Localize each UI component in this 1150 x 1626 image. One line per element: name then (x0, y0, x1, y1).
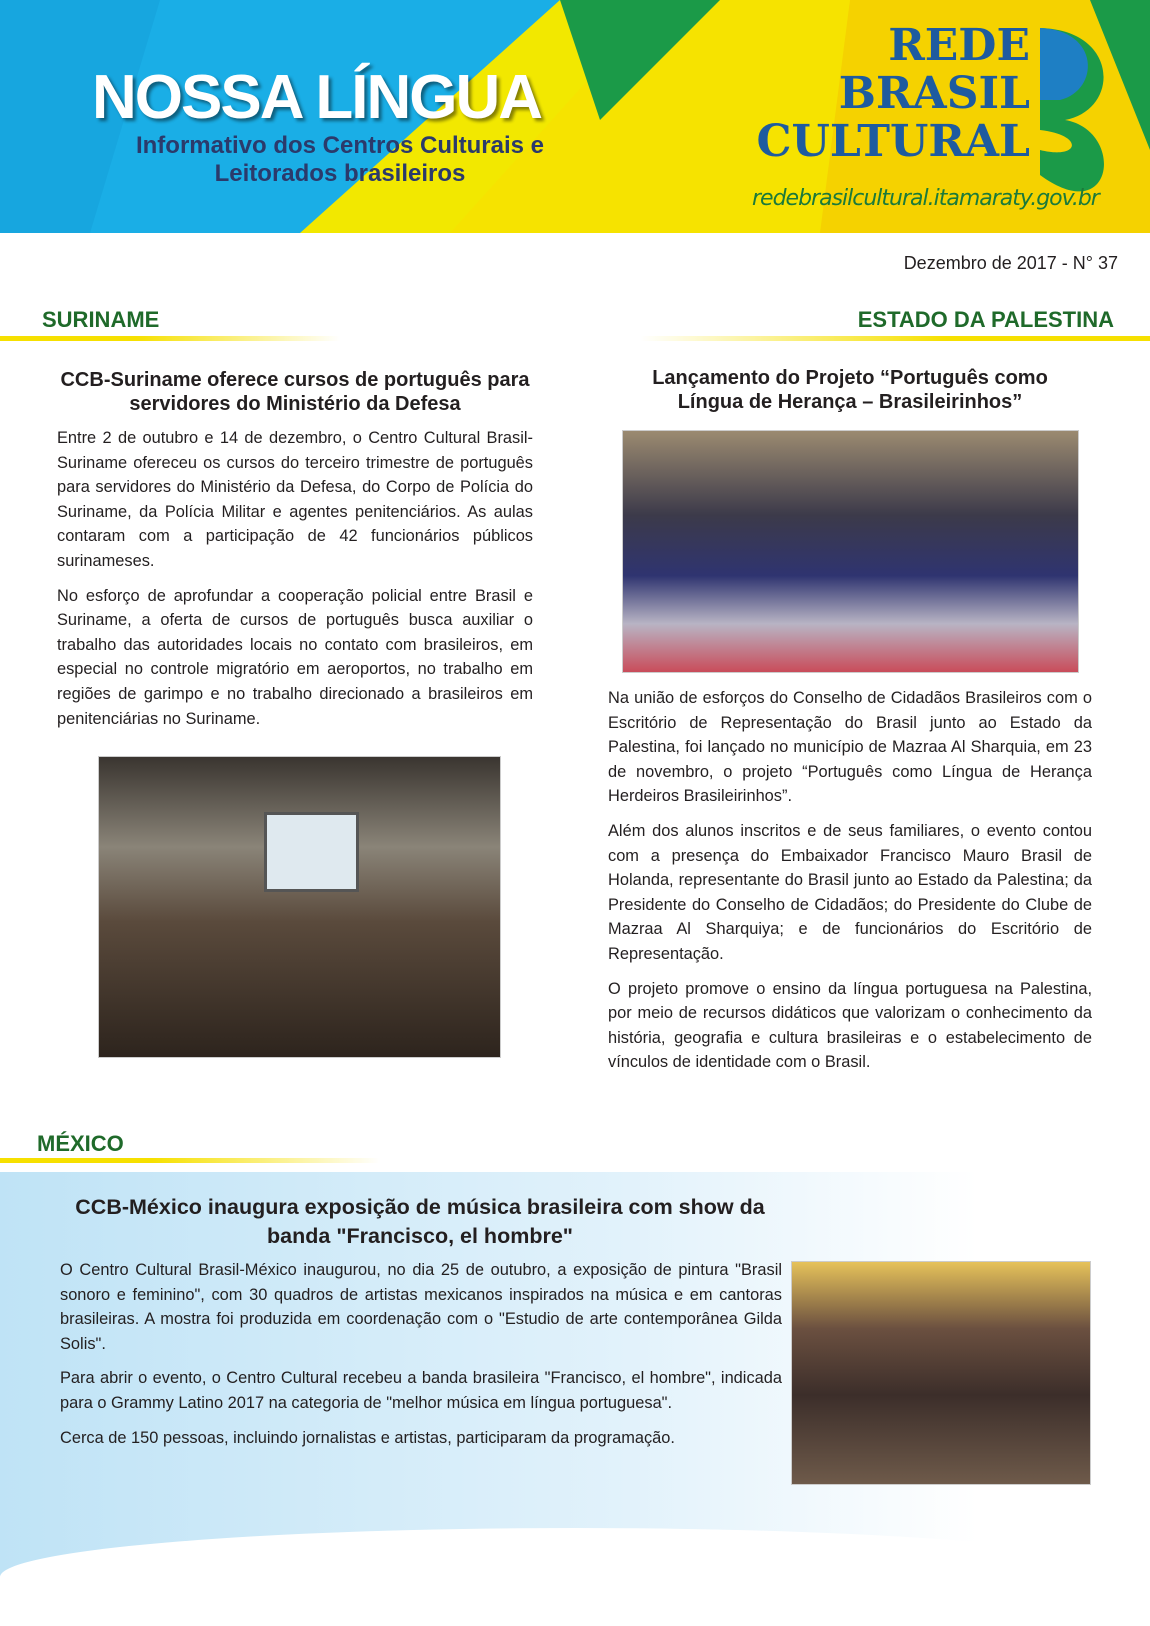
section-title-mexico: MÉXICO (37, 1131, 124, 1156)
article-palestina (608, 686, 1092, 1075)
newsletter-title: NOSSA LÍNGUA (92, 63, 542, 132)
headline-palestina: Lançamento do Projeto “Português como Língua de Herança – Brasileirinhos” (652, 367, 1048, 413)
edition-info: Dezembro de 2017 - N° 37 (903, 253, 1118, 273)
article-mexico (60, 1258, 782, 1450)
section-divider (0, 336, 340, 341)
headline-suriname: CCB-Suriname oferece cursos de português para servidores do Ministério da Defesa (60, 369, 530, 415)
paragraph: O Centro Cultural Brasil-México inaugurou, no dia 25 de outubro, a exposição de pintura "Brasil sonoro e feminino", com 30 quadros de artistas mexicanos inspirados na música e em cantoras brasileiras. A mostra foi produzida em coordenação com o "Estudio de arte contemporânea Gilda Solis". (60, 1261, 782, 1353)
logo-line: CULTURAL (756, 116, 1030, 167)
logo-line: BRASIL (838, 68, 1030, 119)
paragraph: No esforço de aprofundar a cooperação policial entre Brasil e Suriname, a oferta de cursos de português busca auxiliar o trabalho das autoridades locais no contato com brasileiros, em especial no controle migratório em aeroportos, no trabalho em regiões de garimpo e no trabalho direcionado a brasileiros em penitenciárias no Suriname. (57, 586, 533, 728)
section-divider (0, 1158, 380, 1163)
paragraph: Além dos alunos inscritos e de seus familiares, o evento contou com a presença do Embaixador Francisco Mauro Brasil de Holanda, representante do Brasil junto ao Estado da Palestina; da Presidente do Conselho de Cidadãos; do Presidente do Clube de Mazraa Al Sharquiya; e de funcionários do Escritório de Representação. (608, 821, 1092, 963)
article-suriname (57, 426, 533, 731)
rede-brasil-cultural-logo (740, 22, 1030, 166)
newsletter-subtitle: Informativo dos Centros Culturais e Leitorados brasileiros (135, 132, 545, 187)
section-title-suriname: SURINAME (42, 307, 160, 332)
section-title-palestina: ESTADO DA PALESTINA (857, 307, 1114, 332)
projector-screen (264, 812, 359, 892)
paragraph: Para abrir o evento, o Centro Cultural recebeu a banda brasileira "Francisco, el hombre", indicada para o Grammy Latino 2017 na categoria de "melhor música em língua portuguesa". (60, 1369, 782, 1412)
photo-palestina-event (622, 430, 1079, 673)
paragraph: Entre 2 de outubro e 14 de dezembro, o Centro Cultural Brasil-Suriname ofereceu os cursos do terceiro trimestre de português para servidores do Ministério da Defesa, do Corpo de Polícia do Suriname, da Polícia Militar e agentes penitenciários. As aulas contaram com a participação de 42 funcionários públicos surinameses. (57, 429, 533, 570)
paragraph: O projeto promove o ensino da língua portuguesa na Palestina, por meio de recursos didáticos que valorizam o conhecimento da história, geografia e cultura brasileiras e o estabelecimento de vínculos de identidade com o Brasil. (608, 979, 1092, 1072)
header-banner (0, 0, 1150, 233)
wave-decoration (0, 1528, 1150, 1626)
paragraph: Na união de esforços do Conselho de Cidadãos Brasileiros com o Escritório de Representação do Brasil junto ao Estado da Palestina, foi lançado no município de Mazraa Al Sharquia, em 23 de novembro, o projeto “Português como Língua de Herança Herdeiros Brasileirinhos”. (608, 689, 1092, 806)
logo-line: REDE (888, 20, 1030, 71)
section-divider (640, 336, 1150, 341)
photo-suriname-classroom (98, 756, 501, 1058)
photo-mexico-inauguration (791, 1261, 1091, 1485)
paragraph: Cerca de 150 pessoas, incluindo jornalistas e artistas, participaram da programação. (60, 1428, 675, 1447)
headline-mexico: CCB-México inaugura exposição de música brasileira com show da banda "Francisco, el hombre" (75, 1195, 765, 1248)
website-link[interactable]: redebrasilcultural.itamaraty.gov.br (752, 186, 1099, 211)
